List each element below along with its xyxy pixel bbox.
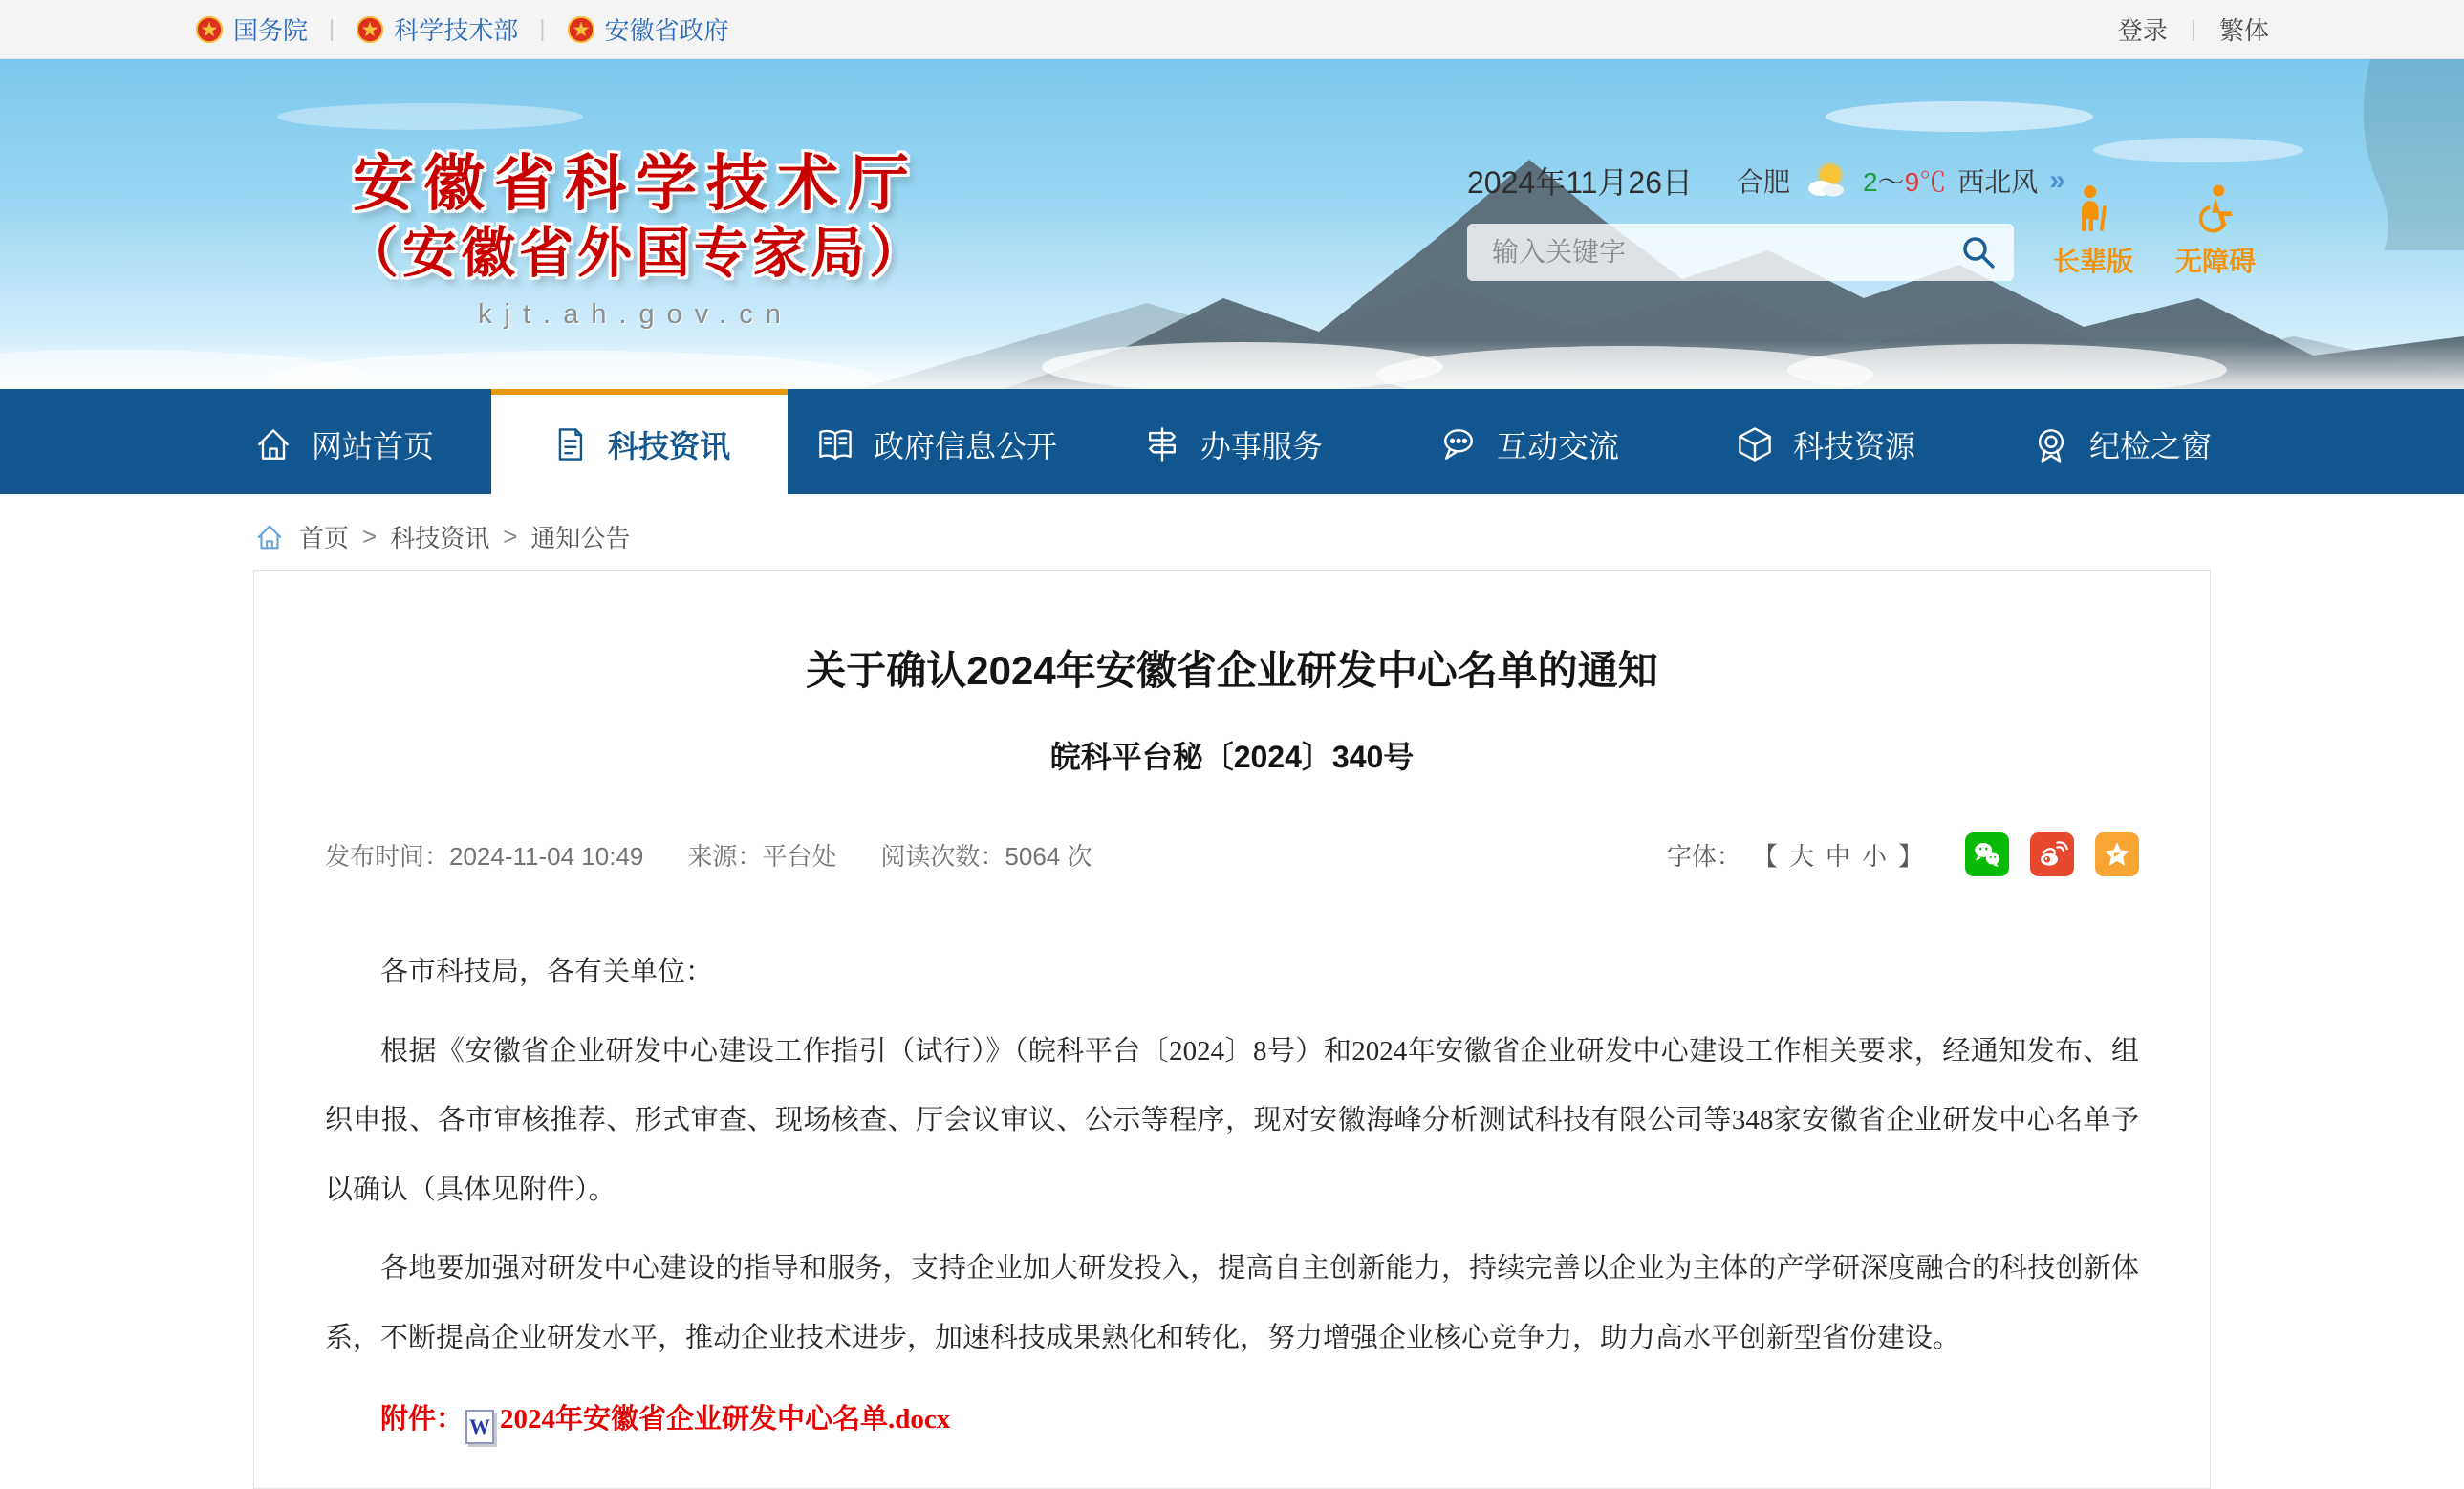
nav-item-discipline[interactable] (1973, 389, 2269, 494)
accessibility-label: 无障碍 (2175, 247, 2257, 276)
article-card (253, 570, 2211, 1489)
elderly-version-label: 长辈版 (2053, 247, 2134, 276)
link-label: 国务院 (233, 16, 309, 45)
paragraph: 各地要加强对研发中心建设的指导和服务，支持企业加大研发投入，提高自主创新能力，持续完善以企业为主体的产学研深度融合的科技创新体系，不断提高企业研发水平，推动企业技术进步，加速科技成果熟化和转化，努力增强企业核心竞争力，助力高水平创新型省份建设。 (325, 1253, 2139, 1353)
chat-bubble-icon (1437, 423, 1480, 465)
paragraph: 各市科技局，各有关单位： (380, 957, 714, 987)
link-state-council[interactable] (195, 11, 308, 47)
qzone-star-icon (2100, 837, 2134, 872)
weibo-share-button[interactable] (2030, 832, 2074, 876)
weather-more-link[interactable]: » (2049, 164, 2065, 196)
separator: | (2190, 15, 2196, 42)
traditional-chinese-link[interactable]: 繁体 (2218, 16, 2269, 45)
search-button[interactable] (1958, 232, 1999, 272)
weather-wind: 西北风 (1957, 167, 2039, 197)
separator: | (539, 15, 546, 42)
login-link[interactable]: 登录 (2117, 16, 2168, 45)
nav-label: 纪检之窗 (2088, 429, 2212, 464)
link-most[interactable] (356, 11, 518, 47)
attachment-label: 附件： (380, 1404, 465, 1435)
nav-item-resources[interactable] (1676, 389, 1973, 494)
national-emblem-icon (356, 15, 384, 44)
temp-tilde: ～ (1877, 167, 1905, 197)
share-icons (1965, 832, 2139, 876)
current-date: 2024年11月26日 (1467, 165, 1694, 200)
word-doc-icon: W (465, 1410, 494, 1444)
publish-time-value: 2024-11-04 10:49 (449, 841, 644, 871)
gov-links (195, 11, 729, 47)
font-size-medium[interactable]: 中 (1825, 841, 1850, 871)
accessibility-button[interactable] (2175, 183, 2256, 279)
breadcrumb-sci-tech-news[interactable]: 科技资讯 (390, 524, 490, 552)
weather-widget (1737, 160, 2065, 202)
separator: | (329, 15, 335, 42)
temp-high: 9℃ (1904, 167, 1947, 197)
nav-label: 网站首页 (311, 429, 434, 464)
breadcrumb-home[interactable]: 首页 (299, 524, 350, 552)
link-anhui-gov[interactable] (567, 11, 729, 47)
bracket-open: 【 (1752, 841, 1778, 871)
site-banner (0, 59, 2464, 389)
breadcrumb (253, 519, 2211, 554)
elderly-version-button[interactable] (2053, 183, 2133, 279)
wheelchair-accessibility-icon (2191, 183, 2240, 233)
site-logo[interactable] (306, 147, 965, 331)
national-emblem-icon (195, 15, 224, 44)
nav-item-gov-info[interactable] (788, 389, 1084, 494)
breadcrumb-separator: > (362, 522, 378, 550)
weibo-icon (2035, 837, 2069, 872)
search-box (1467, 224, 2014, 281)
font-size-small[interactable]: 小 (1861, 841, 1887, 871)
paragraph: 根据《安徽省企业研发中心建设工作指引（试行）》（皖科平台〔2024〕8号）和2024年安徽省企业研发中心建设工作相关要求，经通知发布、组织申报、各市审核推荐、形式审查、现场核查、厅会议审议、公示等程序，现对安徽海峰分析测试科技有限公司等348家安徽省企业研发中心名单予以确认（具体见附件）。 (325, 1035, 2139, 1205)
document-number: 皖科平台秘〔2024〕340号 (1049, 740, 1415, 774)
search-input[interactable] (1490, 236, 1958, 269)
source-label: 来源： (687, 841, 763, 871)
link-label: 安徽省政府 (604, 16, 729, 45)
link-label: 科学技术部 (394, 16, 519, 45)
home-icon (252, 423, 294, 465)
breadcrumb-separator: > (503, 522, 518, 550)
article-meta (325, 832, 2139, 876)
open-book-icon (814, 423, 856, 465)
attachment-link[interactable]: 2024年安徽省企业研发中心名单.docx (500, 1404, 951, 1435)
nav-item-services[interactable] (1084, 389, 1380, 494)
nav-item-home[interactable] (195, 389, 491, 494)
site-domain: kjt.ah.gov.cn (478, 299, 793, 331)
source-value: 平台处 (762, 841, 837, 871)
views-value: 5064 次 (1005, 841, 1092, 871)
bracket-close: 】 (1897, 841, 1923, 871)
nav-label: 科技资源 (1792, 429, 1915, 464)
cube-box-icon (1734, 423, 1776, 465)
news-document-icon (549, 423, 591, 465)
home-icon (253, 521, 286, 553)
nav-label: 科技资讯 (607, 429, 730, 464)
breadcrumb-notices[interactable]: 通知公告 (530, 524, 631, 552)
publish-time-label: 发布时间： (325, 841, 450, 871)
temp-low: 2 (1863, 167, 1878, 197)
views-label: 阅读次数： (880, 841, 1005, 871)
font-size-label: 字体： (1666, 841, 1741, 871)
main-nav (0, 389, 2464, 494)
nav-label: 政府信息公开 (873, 429, 1057, 464)
elderly-person-icon (2068, 183, 2118, 233)
wechat-icon (1970, 837, 2004, 872)
nav-item-interaction[interactable] (1380, 389, 1676, 494)
national-emblem-icon (567, 15, 595, 44)
site-title-line2: （安徽省外国专家局） (344, 222, 927, 284)
attachment-row (325, 1397, 2139, 1444)
nav-label: 互动交流 (1496, 429, 1619, 464)
top-bar (0, 0, 2464, 59)
signpost-icon (1141, 423, 1183, 465)
qzone-share-button[interactable] (2095, 832, 2139, 876)
article-title: 关于确认2024年安徽省企业研发中心名单的通知 (806, 648, 1658, 693)
site-title-line1: 安徽省科学技术厅 (353, 149, 919, 218)
wechat-share-button[interactable] (1965, 832, 2009, 876)
weather-city: 合肥 (1737, 167, 1791, 197)
nav-item-sci-tech-news[interactable] (491, 389, 788, 494)
font-size-large[interactable]: 大 (1788, 841, 1814, 871)
sun-cloud-weather-icon (1802, 160, 1851, 202)
nav-label: 办事服务 (1200, 429, 1323, 464)
search-icon (1958, 232, 1999, 272)
article-body (325, 938, 2139, 1372)
font-size-widget (1667, 837, 1923, 873)
medal-seal-icon (2030, 423, 2072, 465)
